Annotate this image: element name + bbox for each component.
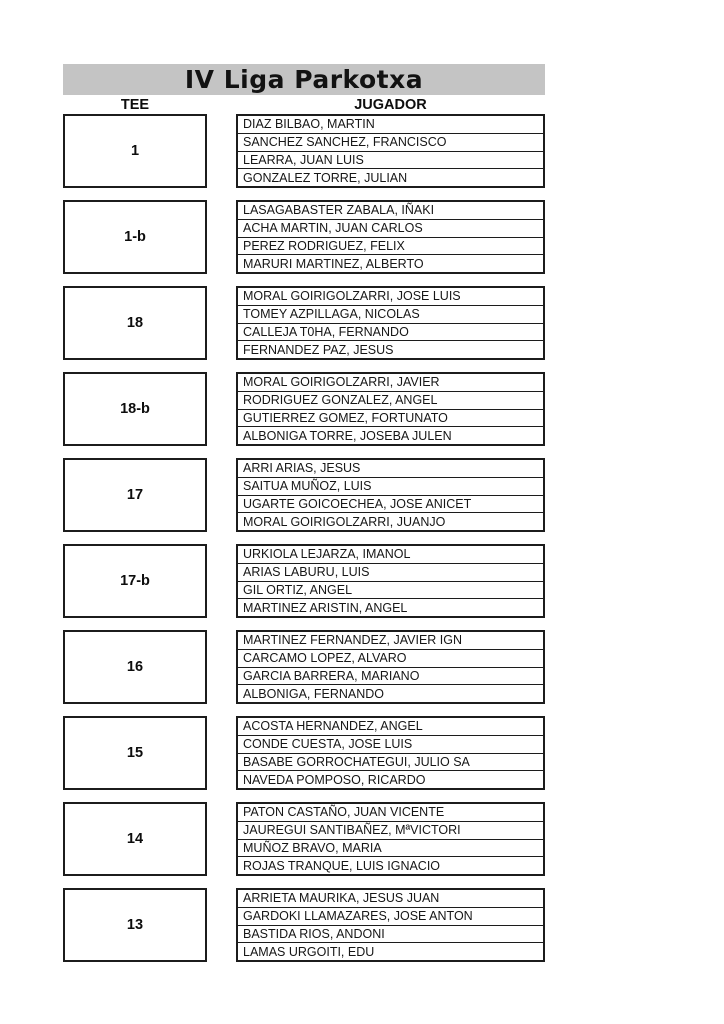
players-box bbox=[236, 630, 545, 704]
tee-group-15 bbox=[63, 716, 545, 790]
player-row bbox=[238, 255, 543, 272]
player-name: GUTIERREZ GOMEZ, FORTUNATO bbox=[243, 410, 448, 425]
tee-box bbox=[63, 802, 207, 876]
title-bar bbox=[63, 64, 545, 95]
tee-number: 17 bbox=[126, 487, 144, 503]
player-row bbox=[238, 564, 543, 582]
column-gap bbox=[207, 544, 236, 618]
player-row bbox=[238, 771, 543, 788]
player-row bbox=[238, 926, 543, 944]
player-row bbox=[238, 427, 543, 444]
player-name: ACOSTA HERNANDEZ, ANGEL bbox=[243, 719, 423, 734]
players-box bbox=[236, 372, 545, 446]
players-box bbox=[236, 802, 545, 876]
players-box bbox=[236, 200, 545, 274]
page-title: IV Liga Parkotxa bbox=[184, 65, 424, 94]
player-row bbox=[238, 202, 543, 220]
tee-group-17b bbox=[63, 544, 545, 618]
tee-box bbox=[63, 372, 207, 446]
player-row bbox=[238, 116, 543, 134]
player-name: CONDE CUESTA, JOSE LUIS bbox=[243, 737, 413, 752]
player-row bbox=[238, 496, 543, 514]
player-name: MUÑOZ BRAVO, MARIA bbox=[243, 840, 382, 855]
player-row bbox=[238, 238, 543, 256]
column-gap bbox=[207, 372, 236, 446]
column-gap bbox=[207, 716, 236, 790]
player-row bbox=[238, 804, 543, 822]
player-name: ARIAS LABURU, LUIS bbox=[243, 565, 370, 580]
column-headers bbox=[63, 95, 545, 114]
player-name: LEARRA, JUAN LUIS bbox=[243, 152, 364, 167]
player-name: ARRI ARIAS, JESUS bbox=[243, 461, 361, 476]
player-row bbox=[238, 736, 543, 754]
player-row bbox=[238, 341, 543, 358]
player-row bbox=[238, 685, 543, 702]
players-box bbox=[236, 114, 545, 188]
player-row bbox=[238, 460, 543, 478]
player-name: MORAL GOIRIGOLZARRI, JOSE LUIS bbox=[243, 289, 461, 304]
player-row bbox=[238, 822, 543, 840]
player-row bbox=[238, 134, 543, 152]
column-gap bbox=[207, 458, 236, 532]
player-name: NAVEDA POMPOSO, RICARDO bbox=[243, 772, 426, 787]
player-row bbox=[238, 890, 543, 908]
player-name: ALBONIGA, FERNANDO bbox=[243, 686, 384, 701]
player-row bbox=[238, 857, 543, 874]
players-box bbox=[236, 458, 545, 532]
tee-box bbox=[63, 286, 207, 360]
player-row bbox=[238, 546, 543, 564]
tee-group-18b bbox=[63, 372, 545, 446]
player-name: FERNANDEZ PAZ, JESUS bbox=[243, 342, 394, 357]
player-name: ARRIETA MAURIKA, JESUS JUAN bbox=[243, 891, 440, 906]
players-box bbox=[236, 544, 545, 618]
player-name: ROJAS TRANQUE, LUIS IGNACIO bbox=[243, 858, 441, 873]
tee-number: 16 bbox=[126, 659, 144, 675]
player-row bbox=[238, 943, 543, 960]
column-gap bbox=[207, 114, 236, 188]
player-name: RODRIGUEZ GONZALEZ, ANGEL bbox=[243, 393, 438, 408]
player-row bbox=[238, 288, 543, 306]
player-row bbox=[238, 410, 543, 428]
player-name: BASTIDA RIOS, ANDONI bbox=[243, 926, 385, 941]
tee-number: 17-b bbox=[120, 573, 150, 589]
player-name: PEREZ RODRIGUEZ, FELIX bbox=[243, 238, 405, 253]
players-box bbox=[236, 888, 545, 962]
tee-box bbox=[63, 716, 207, 790]
tee-number: 18 bbox=[126, 315, 144, 331]
tee-box bbox=[63, 114, 207, 188]
tee-group-17 bbox=[63, 458, 545, 532]
player-name: MARTINEZ FERNANDEZ, JAVIER IGN bbox=[243, 633, 463, 648]
player-name: DIAZ BILBAO, MARTIN bbox=[243, 117, 375, 132]
player-name: UGARTE GOICOECHEA, JOSE ANICET bbox=[243, 496, 472, 511]
player-row bbox=[238, 632, 543, 650]
player-row bbox=[238, 220, 543, 238]
players-box bbox=[236, 716, 545, 790]
tee-number: 15 bbox=[126, 745, 144, 761]
player-name: MARURI MARTINEZ, ALBERTO bbox=[243, 256, 424, 271]
player-row bbox=[238, 840, 543, 858]
player-name: GONZALEZ TORRE, JULIAN bbox=[243, 170, 408, 185]
players-box bbox=[236, 286, 545, 360]
jugador-column-header: JUGADOR bbox=[354, 96, 427, 113]
player-name: URKIOLA LEJARZA, IMANOL bbox=[243, 547, 411, 562]
column-gap bbox=[207, 286, 236, 360]
column-gap bbox=[207, 630, 236, 704]
player-row bbox=[238, 324, 543, 342]
player-name: LAMAS URGOITI, EDU bbox=[243, 944, 375, 959]
tee-group-13 bbox=[63, 888, 545, 962]
player-name: MORAL GOIRIGOLZARRI, JUANJO bbox=[243, 514, 446, 529]
tee-box bbox=[63, 200, 207, 274]
tee-group-14 bbox=[63, 802, 545, 876]
player-row bbox=[238, 599, 543, 616]
player-name: JAUREGUI SANTIBAÑEZ, MªVICTORI bbox=[243, 823, 461, 838]
player-row bbox=[238, 718, 543, 736]
player-row bbox=[238, 908, 543, 926]
player-row bbox=[238, 169, 543, 186]
player-name: PATON CASTAÑO, JUAN VICENTE bbox=[243, 805, 445, 820]
player-name: CALLEJA T0HA, FERNANDO bbox=[243, 324, 409, 339]
player-name: ALBONIGA TORRE, JOSEBA JULEN bbox=[243, 428, 452, 443]
player-name: SAITUA MUÑOZ, LUIS bbox=[243, 479, 372, 494]
player-name: TOMEY AZPILLAGA, NICOLAS bbox=[243, 307, 420, 322]
tee-number: 14 bbox=[126, 831, 144, 847]
player-name: LASAGABASTER ZABALA, IÑAKI bbox=[243, 203, 435, 218]
player-name: ACHA MARTIN, JUAN CARLOS bbox=[243, 221, 423, 236]
tee-group-1 bbox=[63, 114, 545, 188]
column-gap bbox=[207, 888, 236, 962]
player-name: CARCAMO LOPEZ, ALVARO bbox=[243, 651, 407, 666]
column-gap bbox=[207, 200, 236, 274]
player-row bbox=[238, 650, 543, 668]
tee-number: 13 bbox=[126, 917, 144, 933]
player-row bbox=[238, 374, 543, 392]
tee-number: 18-b bbox=[120, 401, 150, 417]
player-name: BASABE GORROCHATEGUI, JULIO SA bbox=[243, 754, 470, 769]
player-row bbox=[238, 668, 543, 686]
tee-sheet bbox=[63, 64, 545, 974]
player-row bbox=[238, 582, 543, 600]
player-name: SANCHEZ SANCHEZ, FRANCISCO bbox=[243, 135, 447, 150]
tee-box bbox=[63, 630, 207, 704]
tee-group-18 bbox=[63, 286, 545, 360]
player-name: GIL ORTIZ, ANGEL bbox=[243, 582, 353, 597]
player-name: MARTINEZ ARISTIN, ANGEL bbox=[243, 600, 408, 615]
player-row bbox=[238, 754, 543, 772]
tee-number: 1 bbox=[130, 143, 140, 159]
tee-number: 1-b bbox=[124, 229, 146, 245]
player-row bbox=[238, 513, 543, 530]
player-row bbox=[238, 152, 543, 170]
player-name: GARDOKI LLAMAZARES, JOSE ANTON bbox=[243, 909, 473, 924]
tee-group-16 bbox=[63, 630, 545, 704]
tee-group-1b bbox=[63, 200, 545, 274]
player-row bbox=[238, 392, 543, 410]
player-name: MORAL GOIRIGOLZARRI, JAVIER bbox=[243, 375, 440, 390]
column-gap bbox=[207, 802, 236, 876]
tee-box bbox=[63, 544, 207, 618]
tee-box bbox=[63, 458, 207, 532]
player-row bbox=[238, 306, 543, 324]
player-row bbox=[238, 478, 543, 496]
player-name: GARCIA BARRERA, MARIANO bbox=[243, 668, 420, 683]
tee-box bbox=[63, 888, 207, 962]
tee-column-header: TEE bbox=[120, 96, 150, 113]
